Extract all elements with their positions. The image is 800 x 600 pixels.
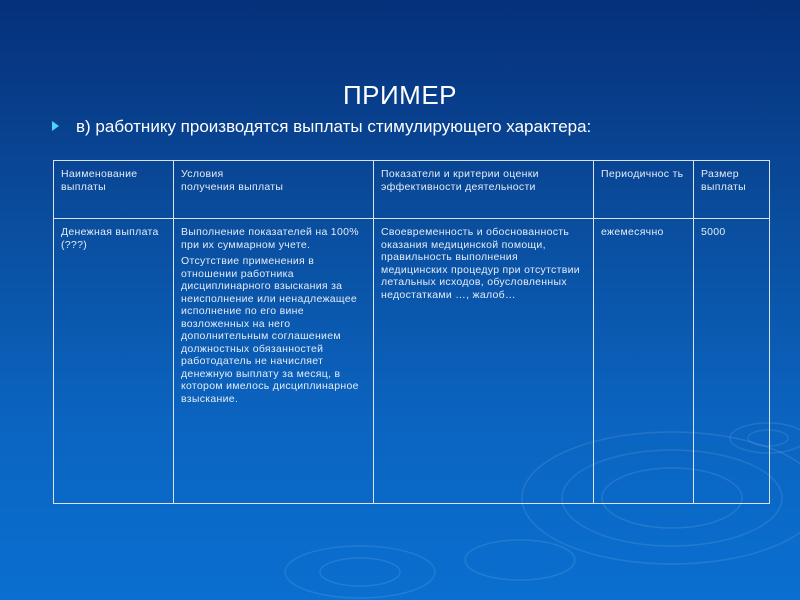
conditions-paragraph-1: Выполнение показателей на 100% при их суммарном учете. — [181, 226, 359, 251]
header-conditions — [174, 161, 374, 219]
bullet-text: в) работнику производятся выплаты стимулирующего характера: — [76, 117, 592, 136]
header-conditions-text: Условия получения выплаты — [181, 168, 284, 193]
conditions-paragraph-2: Отсутствие применения в отношении работника дисциплинарного взыскания за неисполнение или ненадлежащее исполнение по его вине возложенных на него дополнительным соглашением должностных обязанностей работодатель не начисляет денежную выплату за месяц, в котором имелось дисциплинарное взыскание. — [181, 255, 359, 405]
header-periodicity: Периодичнос ть — [594, 161, 694, 219]
payments-table — [53, 160, 770, 504]
cell-periodicity: ежемесячно — [594, 219, 694, 504]
table-header-row — [54, 161, 770, 219]
slide-title: ПРИМЕР — [342, 80, 458, 110]
cell-amount: 5000 — [694, 219, 770, 504]
table-row — [54, 219, 770, 504]
bullet-arrow-icon — [52, 121, 59, 131]
cell-criteria: Своевременность и обоснованность оказания медицинской помощи, правильность выполнения медицинских процедур при отсутствии летальных исходов, обусловленных недостатками …, жалоб… — [374, 219, 594, 504]
cell-payment-name: Денежная выплата (???) — [54, 219, 174, 504]
cell-conditions — [174, 219, 374, 504]
bullet-item — [52, 117, 591, 137]
header-criteria: Показатели и критерии оценки эффективности деятельности — [374, 161, 594, 219]
header-amount: Размер выплаты — [694, 161, 770, 219]
header-payment-name: Наименование выплаты — [54, 161, 174, 219]
